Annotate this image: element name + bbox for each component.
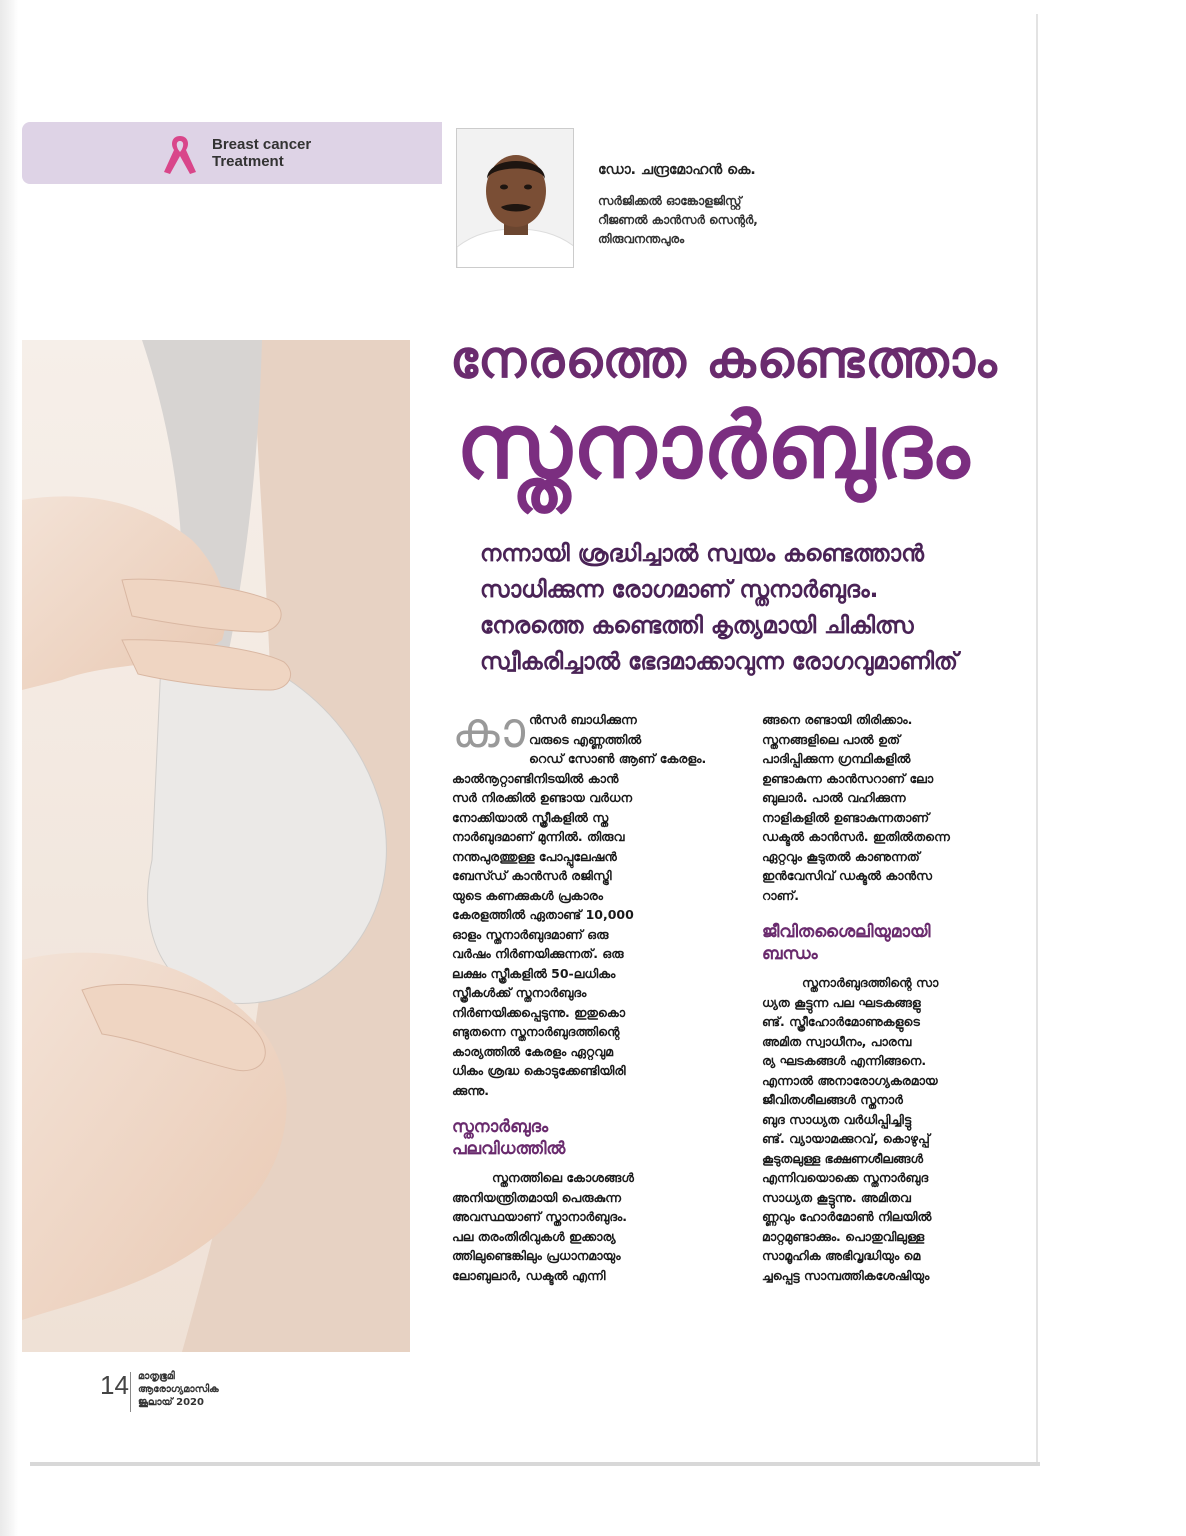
body-line: സാമൂഹിക അഭിവൃദ്ധിയും മെ: [762, 1248, 921, 1263]
body-line: ണ്ണവും ഹോർമോൺ നിലയിൽ: [762, 1209, 932, 1224]
section-tag-band: [22, 122, 442, 184]
body-line: ഡക്ടൽ കാൻസർ. ഇതിൽതന്നെ: [762, 829, 950, 844]
publication-title: ആരോഗ്യമാസിക: [138, 1384, 219, 1395]
body-line: കൂടുതലുള്ള ഭക്ഷണശീലങ്ങൾ: [762, 1150, 924, 1166]
body-line: ണ്ട്. വ്യായാമക്കുറവ്, കൊഴുപ്പ്: [762, 1131, 930, 1146]
author-name: ഡോ. ചന്ദ്രമോഹൻ കെ.: [598, 162, 756, 178]
body-line: സർ നിരക്കിൽ ഉണ്ടായ വർധന: [452, 790, 633, 805]
section-tag-line1: Breast cancer: [212, 136, 312, 153]
publication-date: ജൂലായ് 2020: [138, 1397, 204, 1408]
body-line: സാധ്യത കൂട്ടുന്നു. അമിതവ: [762, 1189, 911, 1205]
body-line: ണ്ടുതന്നെ സ്തനാർബുദത്തിന്റെ: [452, 1024, 620, 1039]
author-role-line3: തിരുവനന്തപുരം: [598, 232, 685, 246]
body-line-text: സ്തനത്തിലെ കോശങ്ങൾ: [492, 1170, 634, 1185]
body-line: ബുദ സാധ്യത വർധിപ്പിച്ചിട്ടു: [762, 1111, 912, 1127]
hero-illustration: [22, 340, 410, 1352]
body-line: നാളികളിൽ ഉണ്ടാകുന്നതാണ്: [762, 809, 930, 825]
body-line: നന്തപുരത്തുള്ള പോപ്പുലേഷൻ: [452, 848, 617, 864]
subheading-line: ബന്ധം: [762, 944, 818, 964]
body-line: ത്തിലുണ്ടെങ്കിലും പ്രധാനമായും: [452, 1248, 621, 1263]
body-line: സ്തനങ്ങളിലെ പാൽ ഉത്: [762, 731, 901, 747]
body-line: നാർബുദമാണ് മുന്നിൽ. തിരുവ: [452, 829, 625, 844]
body-line: ഇൻവേസിവ് ഡക്ടൽ കാൻസ: [762, 868, 933, 883]
footer-divider: [130, 1372, 131, 1412]
subheading-lifestyle: [762, 921, 1040, 965]
body-line: കാര്യത്തിൽ കേരളം ഏറ്റവുമ: [452, 1043, 614, 1059]
author-role-line1: സർജിക്കൽ ഓങ്കോളജിസ്റ്റ്: [598, 194, 742, 208]
subheading-line: സ്തനാർബുദം: [452, 1117, 549, 1137]
body-line: എന്നാൽ അനാരോഗ്യകരമായ: [762, 1072, 938, 1088]
publication-info: [138, 1370, 219, 1409]
body-line: ഏറ്റവും കൂടുതൽ കാണുന്നത്: [762, 848, 920, 864]
body-line: ബുലാർ. പാൽ വഹിക്കുന്ന: [762, 790, 906, 805]
section-tag-label: [212, 136, 311, 170]
body-line: എന്നിവയൊക്കെ സ്തനാർബുദ: [762, 1170, 929, 1185]
standfirst-line: സ്വീകരിച്ചാൽ ഭേദമാക്കാവുന്ന രോഗവുമാണിത്: [480, 649, 958, 675]
body-line: നിർണയിക്കപ്പെടുന്നു. ഇതുകൊ: [452, 1004, 626, 1020]
article-kicker: നേരത്തെ കണ്ടെത്താം: [450, 330, 998, 390]
body-line: വർഷം നിർണയിക്കുന്നത്. ഒരു: [452, 946, 624, 961]
body-line: ര്യ ഘടകങ്ങൾ എന്നിങ്ങനെ.: [762, 1053, 927, 1068]
scan-edge: [0, 0, 18, 1536]
pink-ribbon-icon: [160, 132, 200, 178]
author-photo: [456, 128, 574, 268]
body-line: [452, 1168, 730, 1188]
body-line: ങ്ങനെ രണ്ടായി തിരിക്കാം.: [762, 712, 913, 727]
body-line: അവസ്ഥയാണ് സ്താനാർബുദം.: [452, 1209, 628, 1224]
standfirst-line: നേരത്തെ കണ്ടെത്തി കൃത്യമായി ചികിത്സ: [480, 613, 914, 639]
body-line: റാണ്.: [762, 887, 800, 903]
body-line: കാൽനൂറ്റാണ്ടിനിടയിൽ കാൻ: [452, 770, 619, 786]
standfirst-line: സാധിക്കുന്ന രോഗമാണ് സ്തനാർബുദം.: [480, 577, 879, 603]
body-line: ച്ചപ്പെട്ട സാമ്പത്തികശേഷിയും: [762, 1267, 930, 1283]
article-column-2: [762, 710, 1040, 1285]
section-tag-line2: Treatment: [212, 153, 284, 170]
subheading-line: പലവിധത്തിൽ: [452, 1139, 566, 1159]
body-line: ബേസ്ഡ് കാൻസർ രജിസ്ട്രി: [452, 868, 612, 883]
body-line: കേരളത്തിൽ ഏതാണ്ട് 10,000: [452, 907, 634, 922]
breast-self-exam-photo: [22, 340, 410, 1352]
body-line: നോക്കിയാൽ സ്ത്രീകളിൽ സ്ത: [452, 809, 609, 825]
body-line: ണ്ട്. സ്ത്രീഹോർമോണുകളുടെ: [762, 1014, 920, 1029]
author-portrait-image: [457, 129, 574, 268]
body-line: ധ്യത കൂട്ടുന്ന പല ഘടകങ്ങളു: [762, 994, 921, 1010]
subheading-line: ജീവിതശൈലിയുമായി: [762, 922, 931, 942]
standfirst-line: നന്നായി ശ്രദ്ധിച്ചാൽ സ്വയം കണ്ടെത്താൻ: [480, 541, 924, 567]
body-line: [762, 973, 1040, 993]
author-credentials: [598, 192, 758, 249]
body-line: ജീവിതശീലങ്ങൾ സ്തനാർ: [762, 1092, 903, 1107]
body-line: ലക്ഷം സ്ത്രീകളിൽ 50-ലധികം: [452, 965, 616, 981]
body-line: ഉണ്ടാകുന്ന കാൻസറാണ് ലോ: [762, 770, 934, 786]
body-line: ധികം ശ്രദ്ധ കൊടുക്കേണ്ടിയിരി: [452, 1063, 626, 1078]
body-line: ഓളം സ്തനാർബുദമാണ് ഒരു: [452, 926, 609, 942]
body-line-text: സ്തനാർബുദത്തിന്റെ സാ: [802, 975, 939, 990]
publication-name: മാതൃഭൂമി: [138, 1371, 175, 1382]
body-line: ക്കുന്നു.: [452, 1082, 489, 1098]
body-line: ലോബുലാർ, ഡക്ടൽ എന്നി: [452, 1267, 606, 1283]
body-line: അമിത സ്വാധീനം, പാരമ്പ: [762, 1033, 912, 1049]
subheading-types: [452, 1116, 730, 1160]
body-line: പാദിപ്പിക്കുന്ന ഗ്രന്ഥികളിൽ: [762, 751, 911, 766]
article-standfirst: [480, 536, 1040, 680]
article-headline: സ്തനാർബുദം: [456, 394, 971, 499]
body-line: റെഡ് സോൺ ആണ് കേരളം.: [529, 751, 707, 766]
body-line: സ്ത്രീകൾക്ക് സ്തനാർബുദം: [452, 985, 587, 1000]
body-line: അനിയന്ത്രിതമായി പെരുകുന്ന: [452, 1189, 622, 1205]
body-line: മാറ്റമുണ്ടാക്കും. പൊതുവിലുള്ള: [762, 1228, 925, 1244]
author-role-line2: റീജണൽ കാൻസർ സെന്റർ,: [598, 213, 758, 227]
body-line: യുടെ കണക്കുകൾ പ്രകാരം: [452, 887, 603, 903]
body-line: വരുടെ എണ്ണത്തിൽ: [529, 731, 642, 747]
page-number: 14: [100, 1370, 129, 1400]
scan-shadow: [30, 1462, 1040, 1466]
body-line: പല തരംതിരിവുകൾ ഇക്കാര്യ: [452, 1228, 616, 1244]
article-column-1: [452, 702, 730, 1285]
drop-cap: കാ: [452, 702, 525, 758]
body-line: ൻസർ ബാധിക്കുന്ന: [529, 712, 637, 727]
